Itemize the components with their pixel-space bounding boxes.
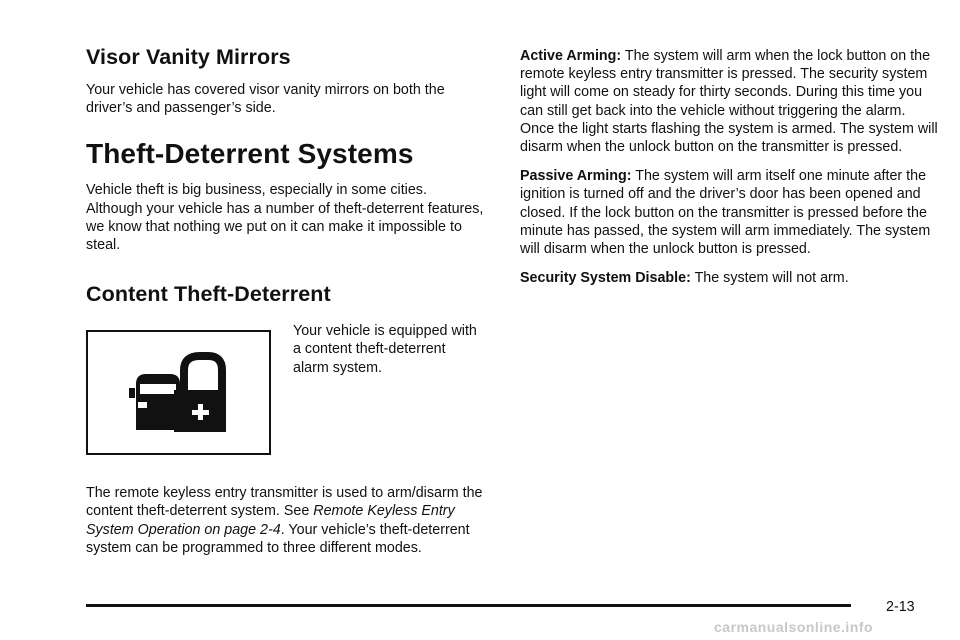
remote-keyless-text	[86, 484, 486, 557]
footer-rule	[86, 604, 851, 607]
content-theft-deterrent-heading: Content Theft-Deterrent	[86, 282, 331, 307]
passive-arming-text: The system will arm itself one minute after the ignition is turned off and the driver’s door has been opened and closed. If the lock button on the transmitter is pressed before the minute has passed, the system will arm immediately. The system will disarm when the unlock button is pressed.	[520, 168, 931, 258]
active-arming-paragraph	[520, 47, 940, 156]
left-column	[86, 44, 486, 557]
watermark: carmanualsonline.info	[714, 619, 874, 635]
active-arming-label: Active Arming:	[520, 48, 622, 64]
content-theft-text: Your vehicle is equipped with a content theft-deterrent alarm system.	[293, 323, 477, 376]
content-theft-row	[86, 322, 486, 454]
security-icon-frame	[86, 330, 271, 455]
right-column	[520, 47, 940, 298]
visor-vanity-mirrors-text: Your vehicle has covered visor vanity mirrors on both the driver’s and passenger’s side.	[86, 82, 445, 117]
security-disable-text: The system will not arm.	[694, 270, 849, 287]
visor-vanity-mirrors-heading: Visor Vanity Mirrors	[86, 45, 291, 69]
theft-deterrent-text: Vehicle theft is big business, especially in some cities. Although your vehicle has a number of theft-deterrent features, we know that nothing we put on it can make it impossible to steal.	[86, 182, 484, 254]
passive-arming-paragraph	[520, 167, 940, 258]
theft-deterrent-heading: Theft-Deterrent Systems	[86, 138, 414, 170]
remote-keyless-reference-link[interactable]: Remote Keyless Entry System Operation on page 2-4	[86, 503, 455, 538]
remote-text-before: The remote keyless entry transmitter is used to arm/disarm the content theft-deterrent system. See	[86, 485, 483, 520]
security-disable-label: Security System Disable:	[520, 270, 691, 287]
active-arming-text: The system will arm when the lock button on the remote keyless entry transmitter is pressed. The security system light will come on steady for thirty seconds. During this time you can still get back into the vehicle without triggering the alarm. Once the light starts flashing the system is armed. The system will disarm when the unlock button on the transmitter is pressed.	[520, 48, 938, 156]
remote-text-after: . Your vehicle’s theft-deterrent system can be programmed to three different modes.	[86, 521, 470, 556]
security-disable-paragraph	[520, 269, 940, 287]
page-number: 2-13	[886, 599, 915, 615]
passive-arming-label: Passive Arming:	[520, 168, 632, 185]
car-lock-icon	[128, 352, 228, 434]
